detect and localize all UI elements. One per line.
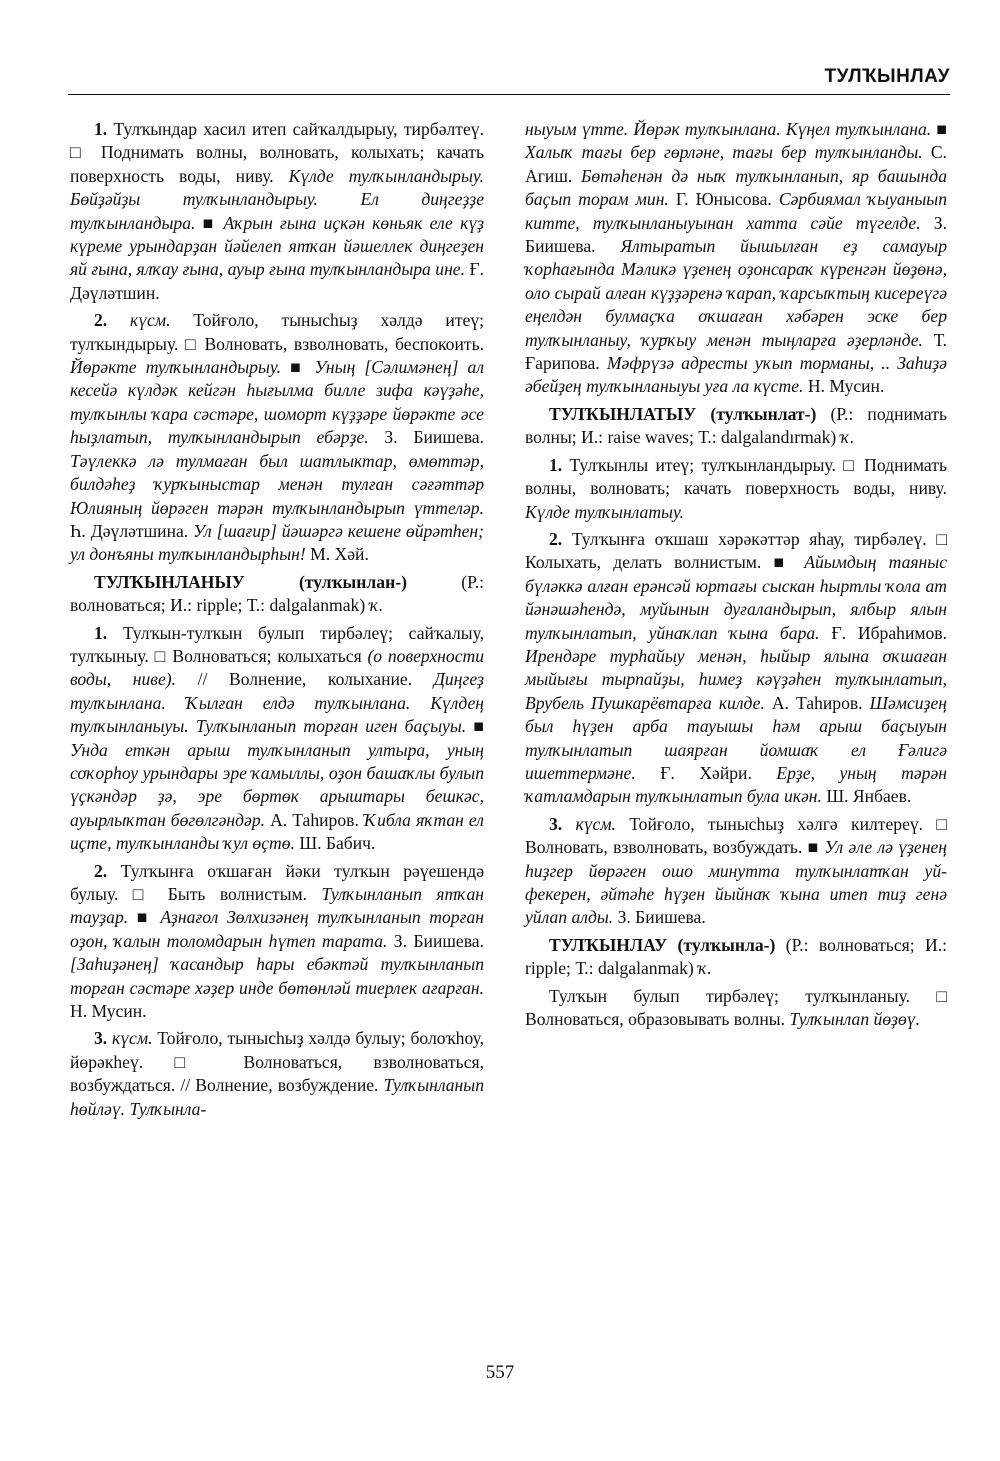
right-column (525, 118, 947, 1035)
definition-text: Н. Мусин. (70, 1001, 147, 1022)
definition-text: Тойғоло, тынысһыҙ хәлдә итеү; тулҡындырыу. □ Волновать, взволновать, беспокоить. (70, 310, 484, 354)
definition-text: Тулҡын булып тирбәлеү; тулҡынланыу. □ Волноваться, образовывать волны. (525, 985, 947, 1030)
example-text: Сәрбиямал ҡыуаныып китте, тулҡынланыуынан хатта сәйе түгелде. (525, 189, 947, 233)
headword-text: ТУЛҠЫНЛАНЫУ (тулҡынлан-) (94, 571, 407, 592)
headword-text: 1. (94, 119, 114, 139)
dictionary-paragraph (525, 454, 947, 524)
definition-text: Г. Юнысова. (668, 189, 779, 210)
running-head (68, 60, 950, 95)
example-text: Ерҙе, уның тәрән ҡатламдарын тулҡынлатып була икән. (525, 762, 947, 807)
headword-text: 1. (94, 622, 123, 643)
definition-text: Тулҡынға оҡшаш хәрәкәттәр яһау, тирбәлеү. □ Колыхать, делать волнистым. ■ (525, 528, 947, 573)
example-text: ҡ. (369, 595, 384, 616)
example-text: Айымдың таяныс бүләккә алған ерәнсәй юртағы сыскан һыртлы ҡола ат йәнәшәһендә, муйынын дуғаландырып, ялбыр ялын тулҡынлатып, уйнаҡлап ҡына бара. (525, 552, 948, 643)
example-text: Уның [Сәлимәнең] ал кесейә күлдәк кейгән һығылма билле зифа кәүҙәһе, тулҡынлы ҡара сәстәре, шоморт күҙҙәре йөрәкте әсе һыҙлатып, тулҡынландырып ебәрҙе. (70, 357, 484, 448)
definition-text: А. Таһиров. (265, 809, 364, 830)
dictionary-paragraph (70, 571, 484, 618)
dictionary-paragraph (525, 118, 947, 399)
example-text: Бөтәһенән дә ныҡ тулҡынланып, яр башында баҫып торам мин. (525, 165, 947, 210)
definition-text: ■ (280, 357, 315, 378)
dictionary-paragraph (525, 934, 947, 981)
example-text: ныуым үтте. Йөрәк тулҡынлана. Күңел тулҡынлана. (525, 119, 932, 139)
headword-text: 3. (549, 813, 576, 834)
definition-text: Ш. Янбаев. (821, 786, 912, 807)
definition-text: ■ (128, 907, 161, 928)
definition-text: Ш. Бабич. (294, 833, 376, 854)
example-text: күсм. (112, 1028, 153, 1049)
dictionary-paragraph (70, 860, 484, 1024)
definition-text: Тойғоло, тынысһыҙ хәлдә булыу; болоҡһоу, йөрәкһеү. □ Волноваться, взволноваться, возбуждаться. // Волнение, возбуждение. (70, 1028, 485, 1096)
example-text: ҡ. (840, 427, 855, 448)
dictionary-paragraph (70, 622, 484, 856)
definition-text: (Р.: волноваться; И.: ripple; Т.: dalgalanmak) (525, 934, 947, 979)
definition-text: ■ (931, 119, 947, 139)
definition-text: (Р.: поднимать волны; И.: raise waves; Т.: dalgalandırmak) (525, 403, 947, 448)
dictionary-paragraph (525, 985, 947, 1032)
page-number: 557 (485, 1362, 515, 1383)
example-text: Ирендәре турһайыу менән, һыйыр ялына оҡшаған мыйығы тырпайҙы, һимеҙ кәүҙәһен тулҡынлатып, Врубель Пушкарёвтарға килде. (525, 645, 947, 713)
definition-text: ■ (195, 212, 224, 233)
definition-text: // Волнение, колыхание. (176, 669, 434, 690)
definition-text: А. Таһиров. (764, 692, 870, 713)
example-text: күсм. (130, 310, 171, 331)
example-text: Аҡрын ғына иҫкән көньяк еле күҙ күреме урындарҙан йәйелеп ятҡан йәшеллек диңгеҙен яй ғына, ялҡау ғына, ауыр ғына тулҡынландыра ине. (70, 212, 484, 280)
running-head-title: ТУЛҠЫНЛАУ (824, 66, 950, 87)
definition-text: Т. Ғарипова. (525, 329, 947, 374)
headword-text: ТУЛҠЫНЛАУ (тулҡынла-) (549, 934, 776, 955)
definition-text: З. Биишева. (525, 212, 947, 257)
example-text: Йөрәкте тулҡынландырыу. (70, 357, 281, 378)
example-text: Ялтыратып йышылған еҙ самауыр ҡорһағында Мәликә үҙенең оҙонсараҡ күренгән йөҙөнә, оло сырай алған күҙҙәренә ҡарап, ҡарсыҡтың кисереүгә еңелдән булмаҫҡа оҡшаған хәбәрен эске бер тулҡынланыу, ҡурҡыу менән тыңларға әҙерләнде. (525, 236, 947, 350)
definition-text: Ғ. Хәйри. (635, 762, 777, 783)
example-text: (о поверхности воды, ниве). (70, 645, 484, 690)
example-text: Диңгеҙ тулҡынлана. Ҡылған елдә тулҡынлана. Күлдең тулҡынланыуы. Тулҡынланып торған иген баҫыуы. (70, 669, 484, 737)
headword-text: 2. (94, 860, 121, 881)
example-text: Тулҡынлап йөҙөү. (789, 1009, 920, 1030)
example-text: Мәфрүзә адресты уҡып торманы, .. Заһиҙә әбейҙең тулҡынланыуы уға ла күсте. (525, 353, 947, 397)
example-text: Тәүлеккә лә тулмаған был шатлыктар, өмөттәр, билдәһеҙ ҡурҡыныстар менән тулған сәғәттәр Юлияның йөрәген тәрән тулҡынландырып үттеләр. (70, 450, 484, 518)
definition-text: Ғ. Ибраһимов. (819, 622, 947, 643)
definition-text: З. Биишева. (368, 427, 484, 448)
definition-text: З. Биишева. (613, 907, 706, 928)
definition-text: Һ. Дәүләтшина. (70, 520, 194, 541)
example-text: [Заһиҙәнең] ҡасандыр һары ебәктәй тулҡынланып торған сәстәре хәҙер инде бөтөнләй тиерлек ағарған. (70, 954, 484, 998)
dictionary-paragraph (525, 403, 947, 450)
example-text: Унда еткән арыш тулҡынланып ултыра, уның соҡорһоу урындары эре ҡамыллы, оҙон башаҡлы булып үҫкәндәр ҙә, эре бөртөк арыштары бешкәс, ауырлыҡтан бөгөлгәндәр. (70, 739, 484, 830)
example-text: Тулҡынланып ятҡан тауҙар. (70, 884, 484, 928)
definition-text: Тулҡынға оҡшаған йәки тулҡын рәүешендә булыу. □ Быть волнистым. (70, 860, 485, 904)
example-text: Ул әле лә үҙенең һиҙгер йөрәген ошо минутта тулҡынлатҡан уй-фекерен, әйтәһе һүҙен йыйнаҡ ҡына итеп тиҙ генә уйлап алды. (525, 837, 947, 928)
definition-text: Тойғоло, тынысһыҙ хәлгә килтереү. □ Волновать, взволновать, возбуждать. ■ (525, 813, 947, 858)
definition-text: Тулҡын-тулҡын булып тирбәлеү; сайҡалыу, тулҡыныу. □ Волноваться; колыхаться (70, 622, 484, 666)
dictionary-paragraph (70, 309, 484, 566)
example-text: ҡ. (698, 958, 712, 979)
example-text: Тулҡынланып һөйләү. Тулҡынла- (70, 1075, 484, 1119)
headword-text: 1. (549, 454, 570, 475)
left-column (70, 118, 484, 1125)
example-text: Аҙнағол Зөлхизәнең тулҡынланып торған оҙон, ҡалын толомдарын һүтеп тарата. (70, 907, 484, 951)
headword-text: 3. (94, 1028, 112, 1049)
headword-text: 2. (549, 528, 572, 549)
dictionary-paragraph (70, 1027, 484, 1121)
headword-text: 2. (94, 310, 131, 331)
example-text: Күлде тулҡынландырыу. Бөйҙәйҙы тулҡынландырыу. Ел диңгеҙҙе тулҡынландыра. (70, 165, 484, 233)
example-text: Ул [шағир] йәшәргә кешене өйрәтһен; ул донъяны тулҡынландырһын! (70, 520, 484, 565)
definition-text: Тулҡынлы итеү; тулҡынландырыу. □ Поднимать волны, волновать; качать поверхность воды, ниву. (525, 454, 947, 499)
example-text: Шәмсиҙең был һүҙен арба тауышы һәм арыш баҫыуын тулҡынлатып шаярған йомшаҡ ел Ғәлигә ишеттермәне. (525, 692, 947, 783)
dictionary-paragraph (525, 528, 947, 809)
headword-text: ТУЛҠЫНЛАТЫУ (тулҡынлат-) (549, 403, 817, 424)
definition-text: Тулҡындар хасил итеп сайҡалдырыу, тирбәлтеү. □ Поднимать волны, волновать, колыхать; качать поверхность воды, ниву. (70, 119, 484, 186)
example-text: Күлде тулҡынлатыу. (525, 501, 685, 522)
example-text: Халыҡ тағы бер гөрләне, тағы бер тулҡынланды. (525, 142, 923, 163)
dictionary-paragraph (70, 118, 484, 305)
definition-text: (Р.: волноваться; И.: ripple; Т.: dalgalanmak) (70, 571, 484, 616)
definition-text: ■ (466, 716, 484, 737)
definition-text: С. Агиш. (525, 142, 947, 186)
definition-text: Н. Мусин. (803, 376, 885, 397)
definition-text: Ғ. Дәүләтшин. (70, 259, 485, 303)
definition-text: З. Биишева. (387, 930, 484, 951)
definition-text: М. Хәй. (305, 544, 369, 565)
example-text: Ҡибла яҡтан ел иҫте, тулҡынланды ҡул өҫтө. (70, 809, 484, 854)
dictionary-paragraph (525, 813, 947, 930)
example-text: күсм. (575, 813, 616, 834)
